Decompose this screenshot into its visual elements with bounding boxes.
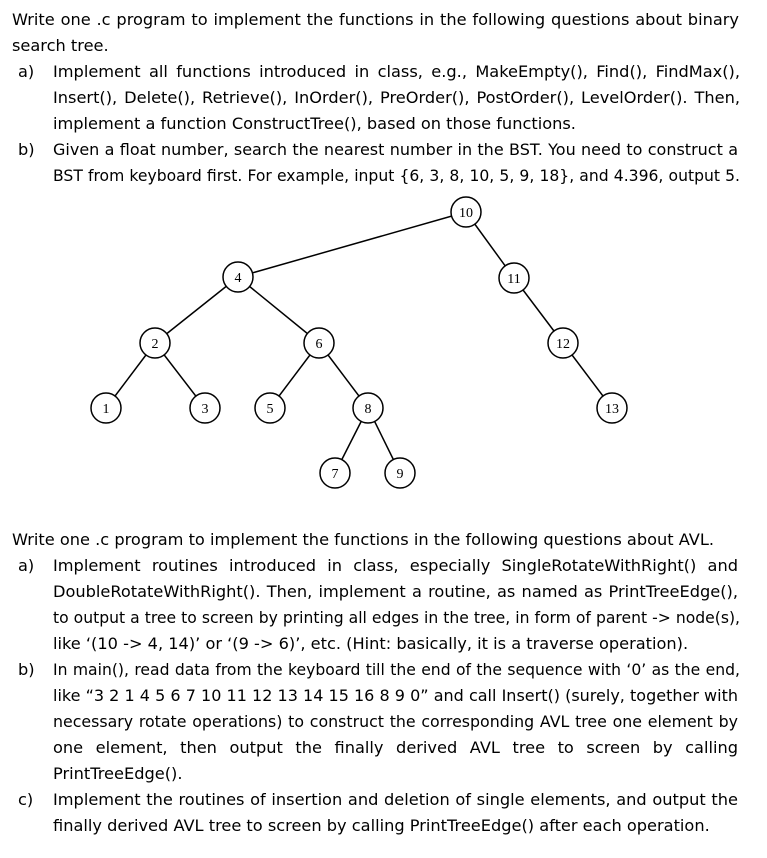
q1-intro-line-1: Write one .c program to implement the functions in the following questions about binary (12, 10, 739, 29)
tree-edges (106, 212, 612, 473)
q2-b-line-3: necessary rotate operations) to construct the corresponding AVL tree one element by (53, 712, 738, 731)
q1-a-line-1: Implement all functions introduced in class, e.g., MakeEmpty(), Find(), FindMax(), (53, 62, 740, 81)
bst-diagram (0, 195, 767, 495)
q2-c-label: c) (18, 790, 34, 809)
q2-b-label: b) (18, 660, 35, 679)
edge-10-4 (238, 212, 466, 277)
node-label-7: 7 (331, 467, 339, 482)
node-label-13: 13 (605, 402, 619, 417)
q2-b-line-4: one element, then output the finally derived AVL tree to screen by calling (53, 738, 738, 757)
edge-4-2 (155, 277, 238, 343)
q1-a-line-3: implement a function ConstructTree(), based on those functions. (53, 114, 576, 133)
node-label-2: 2 (151, 337, 159, 352)
q2-intro-line-1: Write one .c program to implement the functions in the following questions about AVL. (12, 530, 715, 549)
q2-a-line-2: DoubleRotateWithRight(). Then, implement a routine, as named as PrintTreeEdge(), (53, 582, 738, 601)
q1-b-line-1: Given a float number, search the nearest number in the BST. You need to construct a (53, 140, 738, 159)
node-label-11: 11 (507, 272, 521, 287)
q2-c-line-2: finally derived AVL tree to screen by calling PrintTreeEdge() after each operation. (53, 816, 710, 835)
q2-a-label: a) (18, 556, 35, 575)
q1-intro-line-2: search tree. (12, 36, 109, 55)
q2-a-line-1: Implement routines introduced in class, especially SingleRotateWithRight() and (53, 556, 738, 575)
q2-a-line-4: like ‘(10 -> 4, 14)’ or ‘(9 -> 6)’, etc. (Hint: basically, it is a traverse operation). (53, 634, 689, 653)
node-label-8: 8 (364, 402, 372, 417)
node-label-10: 10 (459, 206, 473, 221)
q1-b-label: b) (18, 140, 35, 159)
q2-b-line-2: like “3 2 1 4 5 6 7 10 11 12 13 14 15 16 8 9 0” and call Insert() (surely, together with (53, 686, 738, 705)
node-label-4: 4 (234, 271, 242, 286)
q2-a-line-3: to output a tree to screen by printing all edges in the tree, in form of parent -> node(s), (53, 609, 740, 627)
q1-a-line-2: Insert(), Delete(), Retrieve(), InOrder(), PreOrder(), PostOrder(), LevelOrder(). Then, (53, 88, 740, 107)
q1-a-label: a) (18, 62, 35, 81)
node-label-6: 6 (315, 337, 323, 352)
node-label-3: 3 (201, 402, 209, 417)
node-label-9: 9 (396, 467, 404, 482)
node-label-12: 12 (556, 337, 570, 352)
q2-b-line-1: In main(), read data from the keyboard till the end of the sequence with ‘0’ as the end, (53, 661, 740, 679)
node-label-1: 1 (102, 402, 110, 417)
q1-b-line-2: BST from keyboard first. For example, input {6, 3, 8, 10, 5, 9, 18}, and 4.396, output 5. (53, 167, 740, 185)
node-label-5: 5 (266, 402, 274, 417)
q2-c-line-1: Implement the routines of insertion and deletion of single elements, and output the (53, 790, 738, 809)
q2-b-line-5: PrintTreeEdge(). (53, 764, 183, 783)
